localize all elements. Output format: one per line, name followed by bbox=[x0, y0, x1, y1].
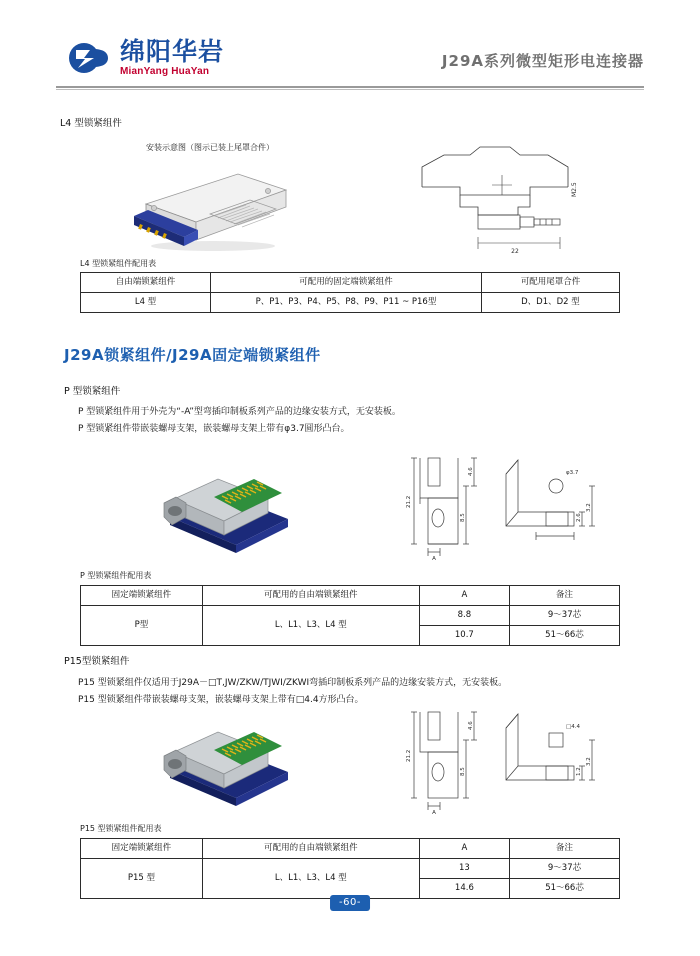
header-title: J29A系列微型矩形电连接器 bbox=[441, 52, 644, 70]
page-number-badge: -60- bbox=[330, 895, 370, 911]
header-divider bbox=[56, 86, 644, 88]
table-cell: L、L1、L3、L4 型 bbox=[202, 606, 419, 646]
p-section-description-1: P 型锁紧组件用于外壳为“-A”型弯插印制板系列产品的边缘安装方式，无安装板。 bbox=[78, 407, 401, 417]
svg-text:3.2: 3.2 bbox=[586, 757, 592, 766]
logo-mark-icon bbox=[68, 38, 112, 78]
table-row bbox=[81, 859, 620, 879]
p-section-heading: P 型锁紧组件 bbox=[64, 386, 121, 397]
table-cell: 13 bbox=[419, 859, 509, 879]
l4-config-table bbox=[80, 272, 620, 313]
logo-chinese-name: 绵阳华岩 bbox=[120, 37, 225, 66]
table-header-cell: 可配用尾罩合件 bbox=[481, 273, 619, 293]
l4-table-title: L4 型锁紧组件配用表 bbox=[80, 259, 157, 268]
table-row bbox=[81, 293, 620, 313]
table-header-cell: 固定端锁紧组件 bbox=[81, 586, 203, 606]
company-logo bbox=[68, 38, 224, 78]
table-header-row bbox=[81, 273, 620, 293]
svg-text:8.5: 8.5 bbox=[460, 767, 466, 776]
p15-section-heading: P15型锁紧组件 bbox=[64, 656, 130, 667]
svg-text:8.5: 8.5 bbox=[460, 513, 466, 522]
table-cell: 51～66芯 bbox=[509, 626, 619, 646]
p-section-description-2: P 型锁紧组件带嵌装螺母支架，嵌装螺母支架上带有φ3.7圆形凸台。 bbox=[78, 424, 350, 434]
table-header-row bbox=[81, 586, 620, 606]
p15-connector-illustration bbox=[150, 710, 300, 810]
svg-text:2.6: 2.6 bbox=[576, 513, 582, 522]
table-header-cell: A bbox=[419, 839, 509, 859]
svg-text:A: A bbox=[432, 810, 436, 816]
p15-section-description-2: P15 型锁紧组件带嵌装螺母支架，嵌装螺母支架上带有□4.4方形凸台。 bbox=[78, 695, 364, 705]
table-cell: 8.8 bbox=[419, 606, 509, 626]
table-header-cell: 自由端锁紧组件 bbox=[81, 273, 211, 293]
table-header-cell: A bbox=[419, 586, 509, 606]
page-header bbox=[0, 0, 700, 96]
table-header-cell: 备注 bbox=[510, 839, 620, 859]
p15-config-table bbox=[80, 838, 620, 899]
table-cell: 9～37芯 bbox=[509, 606, 619, 626]
svg-text:□4.4: □4.4 bbox=[566, 724, 580, 730]
p-table-title: P 型锁紧组件配用表 bbox=[80, 571, 152, 580]
l4-diagram-caption: 安装示意图（图示已装上尾罩合件） bbox=[146, 143, 274, 152]
l4-technical-drawing bbox=[400, 145, 590, 260]
table-cell: D、D1、D2 型 bbox=[481, 293, 619, 313]
svg-text:M2.5: M2.5 bbox=[571, 182, 578, 197]
svg-text:4.6: 4.6 bbox=[468, 467, 474, 476]
svg-text:4.6: 4.6 bbox=[468, 721, 474, 730]
logo-english-name: MianYang HuaYan bbox=[120, 66, 210, 77]
table-header-cell: 可配用的自由端锁紧组件 bbox=[202, 839, 419, 859]
table-row bbox=[81, 606, 620, 626]
p-technical-drawing bbox=[406, 452, 606, 562]
l4-connector-illustration bbox=[118, 160, 298, 255]
table-header-cell: 固定端锁紧组件 bbox=[81, 839, 203, 859]
table-cell: P型 bbox=[81, 606, 203, 646]
p15-technical-drawing bbox=[406, 706, 606, 816]
blue-section-heading: J29A锁紧组件/J29A固定端锁紧组件 bbox=[64, 346, 321, 364]
svg-text:21.2: 21.2 bbox=[406, 495, 412, 508]
table-header-cell: 可配用的自由端锁紧组件 bbox=[202, 586, 419, 606]
table-cell: P、P1、P3、P4、P5、P8、P9、P11 ~ P16型 bbox=[211, 293, 482, 313]
p-config-table bbox=[80, 585, 620, 646]
table-cell: L4 型 bbox=[81, 293, 211, 313]
table-header-cell: 可配用的固定端锁紧组件 bbox=[211, 273, 482, 293]
svg-text:22: 22 bbox=[511, 248, 519, 255]
p15-section-description-1: P15 型锁紧组件仅适用于J29A－□T,JW/ZKW/TJWI/ZKWI弯插印制板系列产品的边缘安装方式，无安装板。 bbox=[78, 678, 508, 688]
svg-text:φ3.7: φ3.7 bbox=[566, 470, 579, 476]
l4-section-heading: L4 型锁紧组件 bbox=[60, 118, 122, 129]
table-header-row bbox=[81, 839, 620, 859]
svg-text:21.2: 21.2 bbox=[406, 749, 412, 762]
svg-text:3.2: 3.2 bbox=[586, 503, 592, 512]
table-cell: 14.6 bbox=[419, 879, 509, 899]
table-cell: 51～66芯 bbox=[510, 879, 620, 899]
table-cell: P15 型 bbox=[81, 859, 203, 899]
table-cell: L、L1、L3、L4 型 bbox=[202, 859, 419, 899]
p-connector-illustration bbox=[150, 455, 300, 560]
table-cell: 10.7 bbox=[419, 626, 509, 646]
table-cell: 9～37芯 bbox=[510, 859, 620, 879]
table-header-cell: 备注 bbox=[509, 586, 619, 606]
svg-text:1.2: 1.2 bbox=[576, 767, 582, 776]
p15-table-title: P15 型锁紧组件配用表 bbox=[80, 824, 162, 833]
svg-text:A: A bbox=[432, 556, 436, 562]
